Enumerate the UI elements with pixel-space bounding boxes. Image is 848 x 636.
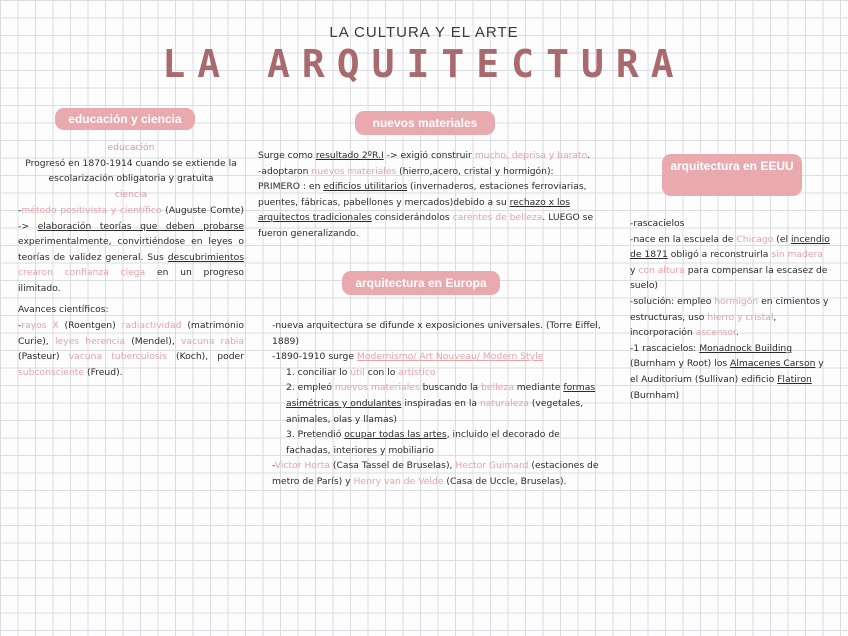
heading-arquitectura-europa: arquitectura en Europa (342, 271, 500, 295)
page-title: LA ARQUITECTURA (162, 42, 686, 86)
heading-arquitectura-eeuu: arquitectura en EEUU (662, 154, 802, 196)
educacion-section (18, 140, 244, 202)
educacion-label: educación (107, 142, 155, 153)
ciencia-label: ciencia (114, 188, 148, 200)
heading-nuevos-materiales: nuevos materiales (355, 111, 495, 135)
arquitectura-eeuu-text: -rascacielos -nace en la escuela de Chicago (el incendio de 1871 obligó a reconstruirla sin madera y con altura para compensar la escasez de suelo) -solución: empleo hormigón en cimientos y estructuras, uso hierro y cristal, incorporación ascensor. -1 rascacielos: Monadnock Building (Burnham y Root) los Almacenes Carson y el Auditorium (Sullivan) edificio Flatiron (Burnham) (630, 218, 830, 401)
educacion-text: Progresó en 1870-1914 cuando se extiende la escolarización obligatoria y gratuita (25, 157, 237, 185)
heading-educacion-ciencia: educación y ciencia (55, 108, 195, 130)
nuevos-materiales-text: Surge como resultado 2ºR.I -> exigió construir mucho, deprisa y barato. -adoptaron nuevos materiales (hierro,acero, cristal y hormigón): PRIMERO : en edificios utilitarios (invernaderos, estaciones ferroviarias, puentes, fábricas, pabellones y mercados)debido a su rechazo x los arquitectos tradicionales considerándolos carentes de belleza. LUEGO se fueron generalizando. (258, 150, 594, 239)
arquitectura-europa-text: -nueva arquitectura se difunde x exposiciones universales. (Torre Eiffel, 1889) -1890-1910 surge Modernismo/ Art Nouveau/ Modern Style 1. conciliar lo útil con lo artístico 2. empleó nuevos materiales buscando la belleza mediante formas asimétricas y ondulantes inspiradas en la naturaleza (vegetales, animales, olas y llamas) 3. Pretendió ocupar todas las artes, incluido el decorado de fachadas, interiores y mobiliario -Victor Horta (Casa Tassel de Bruselas), Hector Guimard (estaciones de metro de París) y Henry van de Velde (Casa de Uccle, Bruselas). (272, 320, 601, 487)
ciencia-text: -método positivista y científico (Auguste Comte) -> elaboración teorías que deben probarse experimentalmente, convirtiéndose en leyes o teorías de validez general. Sus descubrimientos crearon confianza ciega en un progreso ilimitado. (18, 205, 244, 294)
avances-text: -rayos X (Roentgen) radiactividad (matrimonio Curie), leyes herencia (Mendel), vacuna rabia (Pasteur) vacuna tuberculosis (Koch), poder subconsciente (Freud). (18, 320, 244, 378)
avances-label: Avances científicos: (18, 304, 109, 315)
page-subtitle: LA CULTURA Y EL ARTE (329, 24, 519, 41)
